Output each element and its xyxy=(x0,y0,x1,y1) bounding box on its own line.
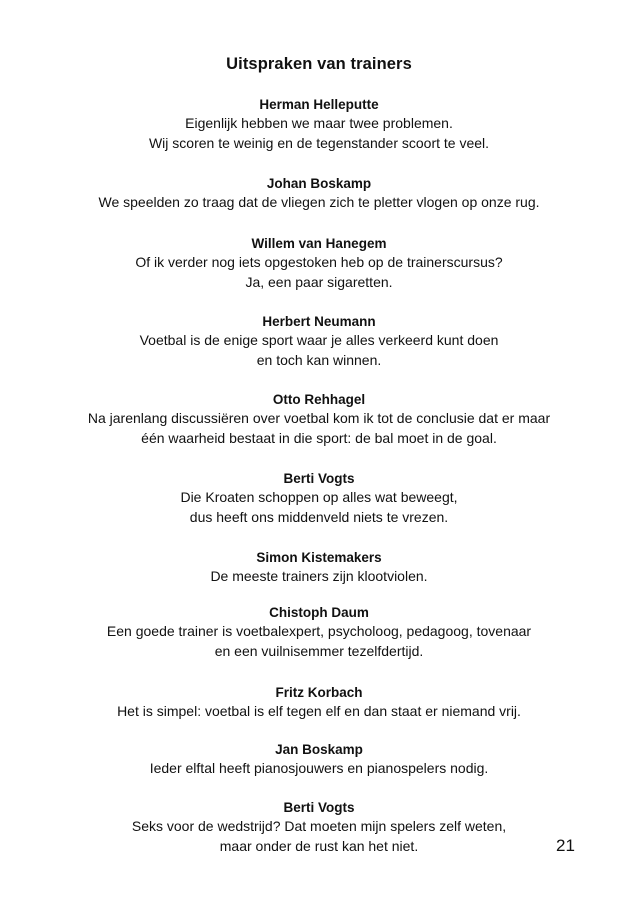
quote-author: Johan Boskamp xyxy=(266,176,372,191)
quote-author: Otto Rehhagel xyxy=(272,392,366,407)
quote-line: dus heeft ons middenveld niets te vrezen. xyxy=(189,508,449,525)
quote-line: De meeste trainers zijn klootviolen. xyxy=(210,568,428,584)
quote-line: Ieder elftal heeft pianosjouwers en pianospelers nodig. xyxy=(149,760,489,776)
quote-line: maar onder de rust kan het niet. xyxy=(219,837,419,854)
quote-block xyxy=(0,174,638,213)
quote-line: Wij scoren te weinig en de tegenstander scoort te veel. xyxy=(148,134,490,151)
quote-line: één waarheid bestaat in die sport: de bal moet in de goal. xyxy=(141,429,497,446)
quote-line: en toch kan winnen. xyxy=(256,351,382,368)
quote-block xyxy=(0,603,638,661)
quote-line: Een goede trainer is voetbalexpert, psycholoog, pedagoog, tovenaar xyxy=(106,623,532,639)
quote-block xyxy=(0,683,638,722)
quote-author: Herbert Neumann xyxy=(262,314,376,329)
quote-line: Het is simpel: voetbal is elf tegen elf en dan staat er niemand vrij. xyxy=(117,703,521,719)
quote-block xyxy=(0,548,638,587)
quote-line: Seks voor de wedstrijd? Dat moeten mijn spelers zelf weten, xyxy=(131,818,507,834)
quote-block xyxy=(0,469,638,527)
quote-author: Berti Vogts xyxy=(283,471,355,486)
quote-author: Simon Kistemakers xyxy=(256,550,382,565)
quote-block xyxy=(0,312,638,370)
quote-block xyxy=(0,95,638,153)
quote-line: Voetbal is de enige sport waar je alles verkeerd kunt doen xyxy=(139,332,499,348)
quote-line: Die Kroaten schoppen op alles wat beweegt, xyxy=(180,489,458,505)
quote-line: Na jarenlang discussiëren over voetbal kom ik tot de conclusie dat er maar xyxy=(87,410,551,426)
quote-block xyxy=(0,798,638,856)
quote-block xyxy=(0,740,638,779)
page-number: 21 xyxy=(556,836,575,855)
quote-line: Ja, een paar sigaretten. xyxy=(245,273,393,290)
quote-line: Of ik verder nog iets opgestoken heb op de trainerscursus? xyxy=(135,254,503,270)
quote-block xyxy=(0,390,638,448)
quote-author: Chistoph Daum xyxy=(269,605,369,620)
quote-author: Berti Vogts xyxy=(283,800,355,815)
page-title: Uitspraken van trainers xyxy=(226,55,412,73)
quote-author: Herman Helleputte xyxy=(259,97,379,112)
quote-block xyxy=(0,234,638,292)
quote-line: Eigenlijk hebben we maar twee problemen. xyxy=(185,115,453,131)
quote-line: en een vuilnisemmer tezelfdertijd. xyxy=(214,642,424,659)
quote-author: Jan Boskamp xyxy=(275,742,363,757)
quote-line: We speelden zo traag dat de vliegen zich te pletter vlogen op onze rug. xyxy=(98,194,540,210)
quote-author: Fritz Korbach xyxy=(275,685,363,700)
quote-author: Willem van Hanegem xyxy=(251,236,387,251)
